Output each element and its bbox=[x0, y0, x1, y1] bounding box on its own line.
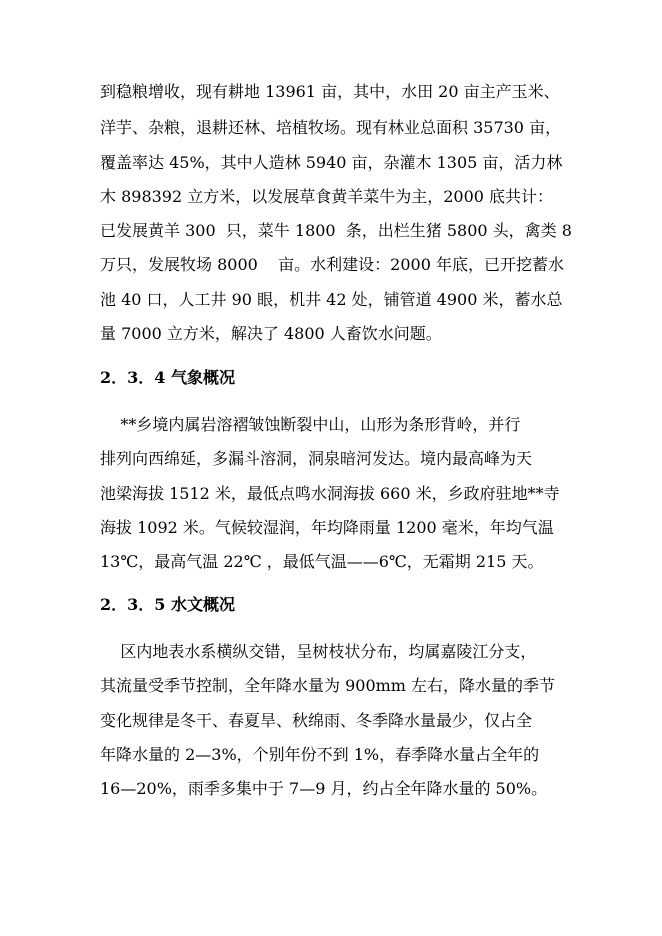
text-line: 区内地表水系横纵交错，呈树枝状分布，均属嘉陵江分支， bbox=[100, 642, 537, 661]
section-heading-weather: 2．3．4 气象概况 bbox=[100, 368, 235, 387]
text-line: 到稳粮增收，现有耕地 13961 亩，其中，水田 20 亩主产玉米、 bbox=[100, 82, 560, 101]
text-line: **乡境内属岩溶褶皱蚀断裂中山，山形为条形背岭，并行 bbox=[100, 415, 521, 434]
text-line: 木 898392 立方米，以发展草食黄羊菜牛为主，2000 底共计： bbox=[100, 187, 554, 206]
text-line: 其流量受季节控制，全年降水量为 900mm 左右，降水量的季节 bbox=[100, 676, 556, 695]
text-line: 变化规律是冬干、春夏旱、秋绵雨、冬季降水量最少，仅占全 bbox=[100, 711, 533, 730]
text-line: 13℃，最高气温 22℃ ，最低气温——6℃，无霜期 215 天。 bbox=[100, 552, 544, 571]
text-line: 排列向西绵延，多漏斗溶洞，洞泉暗河发达。境内最高峰为天 bbox=[100, 449, 533, 468]
text-line: 洋芋、杂粮，退耕还林、培植牧场。现有林业总面积 35730 亩， bbox=[100, 118, 562, 137]
text-line: 已发展黄羊 300 只，菜牛 1800 条，出栏生猪 5800 头，禽类 8 bbox=[100, 221, 572, 240]
text-line: 万只，发展牧场 8000 亩。水利建设：2000 年底，已开挖蓄水 bbox=[100, 255, 564, 274]
text-line: 量 7000 立方米，解决了 4800 人畜饮水问题。 bbox=[100, 324, 442, 343]
text-line: 覆盖率达 45%，其中人造林 5940 亩，杂灌木 1305 亩，活力林 bbox=[100, 153, 563, 172]
section-heading-hydrology: 2．3．5 水文概况 bbox=[100, 595, 235, 614]
text-line: 池 40 口，人工井 90 眼，机井 42 处，铺管道 4900 米，蓄水总 bbox=[100, 290, 563, 309]
text-line: 池梁海拔 1512 米，最低点鸣水洞海拔 660 米，乡政府驻地**寺 bbox=[100, 484, 560, 503]
text-line: 海拔 1092 米。气候较湿润，年均降雨量 1200 毫米，年均气温 bbox=[100, 518, 554, 537]
text-line: 年降水量的 2—3%，个别年份不到 1%，春季降水量占全年的 bbox=[100, 745, 540, 764]
text-line: 16—20%，雨季多集中于 7—9 月，约占全年降水量的 50%。 bbox=[100, 779, 548, 798]
